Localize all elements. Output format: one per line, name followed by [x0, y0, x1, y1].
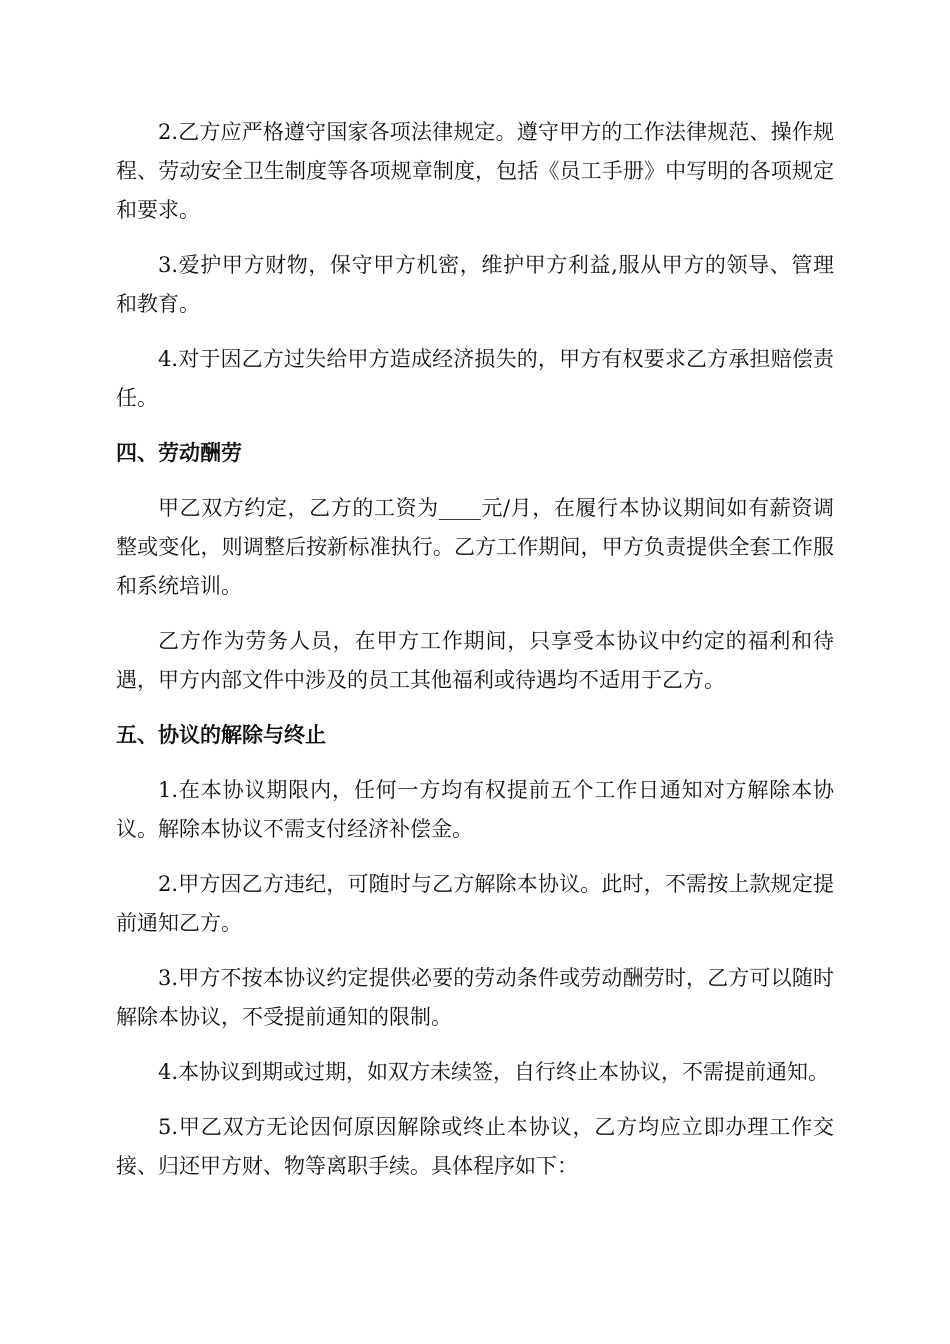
document-body [116, 113, 834, 1202]
clause-paragraph: 4.本协议到期或过期，如双方未续签，自行终止本协议，不需提前通知。 [158, 1060, 830, 1084]
clause-paragraph: 2.甲方因乙方违纪，可随时与乙方解除本协议。此时，不需按上款规定提前通知乙方。 [116, 872, 834, 935]
section-heading: 五、协议的解除与终止 [116, 723, 326, 747]
clause-paragraph: 5.甲乙双方无论因何原因解除或终止本协议，乙方均应立即办理工作交接、归还甲方财、物等离职手续。具体程序如下： [116, 1115, 834, 1178]
section-heading: 四、劳动酬劳 [116, 441, 242, 465]
clause-paragraph: 3.爱护甲方财物，保守甲方机密，维护甲方利益,服从甲方的领导、管理和教育。 [116, 253, 834, 316]
clause-paragraph: 1.在本协议期限内，任何一方均有权提前五个工作日通知对方解除本协议。解除本协议不需支付经济补偿金。 [116, 778, 834, 841]
clause-paragraph: 甲乙双方约定，乙方的工资为____元/月，在履行本协议期间如有薪资调整或变化，则调整后按新标准执行。乙方工作期间，甲方负责提供全套工作服和系统培训。 [116, 496, 834, 598]
clause-paragraph: 4.对于因乙方过失给甲方造成经济损失的，甲方有权要求乙方承担赔偿责任。 [116, 347, 834, 410]
clause-paragraph: 2.乙方应严格遵守国家各项法律规定。遵守甲方的工作法律规范、操作规程、劳动安全卫生制度等各项规章制度，包括《员工手册》中写明的各项规定和要求。 [116, 120, 834, 222]
clause-paragraph: 乙方作为劳务人员，在甲方工作期间，只享受本协议中约定的福利和待遇，甲方内部文件中涉及的员工其他福利或待遇均不适用于乙方。 [116, 629, 834, 692]
clause-paragraph: 3.甲方不按本协议约定提供必要的劳动条件或劳动酬劳时，乙方可以随时解除本协议，不受提前通知的限制。 [116, 966, 834, 1029]
